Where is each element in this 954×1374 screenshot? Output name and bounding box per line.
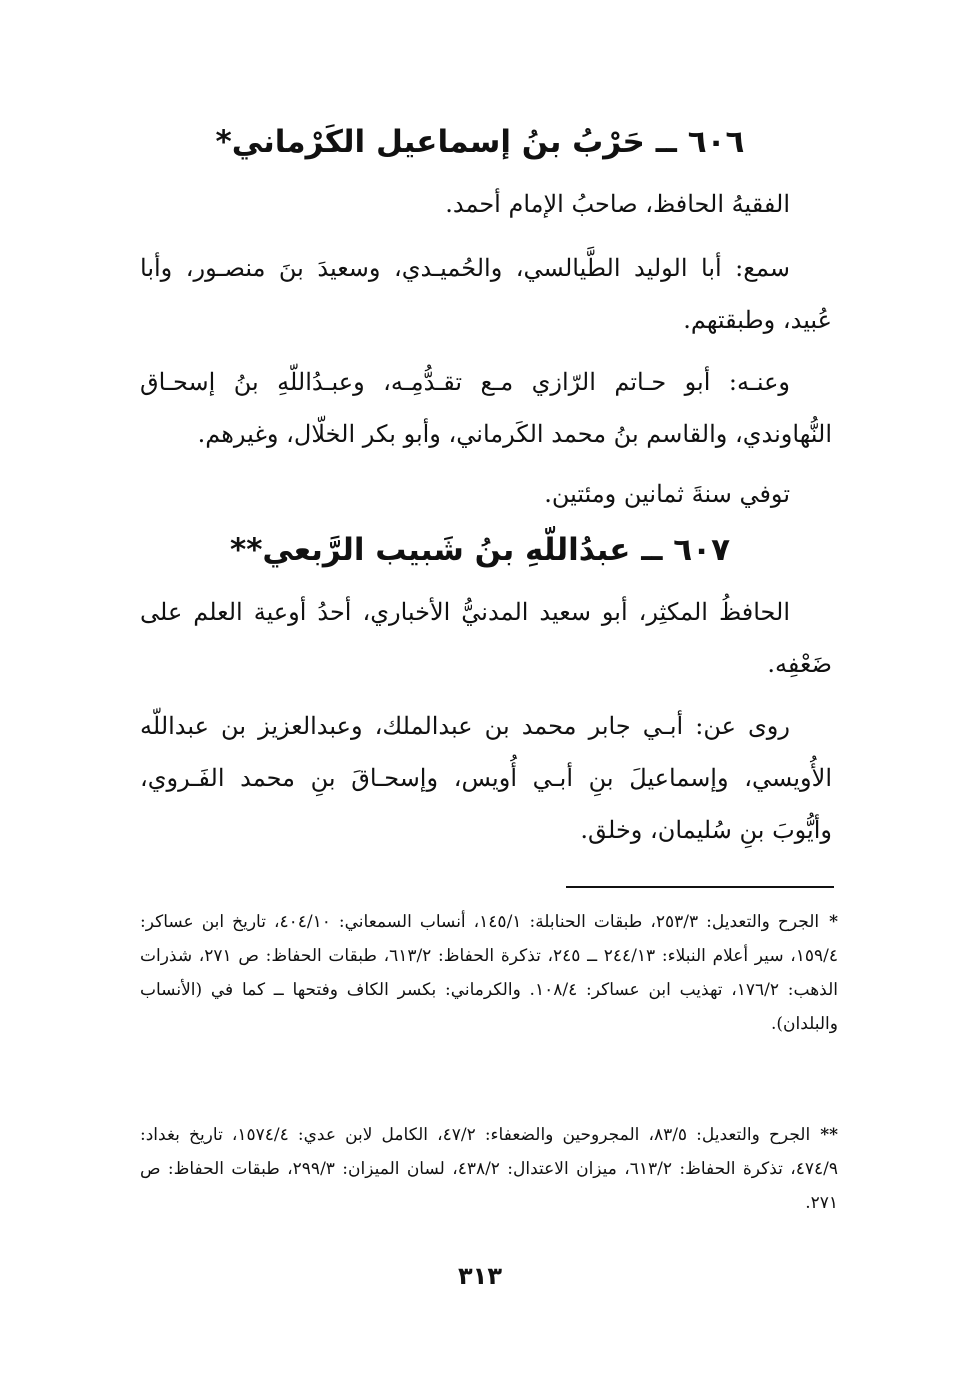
page-number: ٣١٣ (458, 1262, 502, 1290)
footnote-2 (140, 1118, 838, 1220)
footnote-1-text: الجرح والتعديل: ٢٥٣/٣، طبقات الحنابلة: ١٤٥/١، أنساب السمعاني: ٤٠٤/١٠، تاريخ ابن عساكر: ١٥٩/٤، سير أعلام النبلاء: ٢٤٤/١٣ ــ ٢٤٥، تذكرة الحفاظ: ٦١٣/٢، طبقات الحفاظ: ص ٢٧١، شذرات الذهب: ١٧٦/٢، تهذيب ابن عساكر: ١٠٨/٤. والكرماني: بكسر الكاف وفتحها ــ كما في (الأنساب والبلدان). (140, 912, 839, 1034)
footnote-2-marker: ** (820, 1125, 838, 1145)
entry-606-description: الفقيهُ الحافظ، صاحبُ الإمام أحمد. (445, 190, 790, 218)
entry-607-description: الحافظُ المكثِر، أبو سعيد المدنيُّ الأخباري، أحدُ أوعية العلم على ضَعْفِه. (140, 598, 832, 678)
entry-607-heading: ٦٠٧ ــ عبدُاللّهِ بنُ شَبيب الرَّبعي** (230, 532, 730, 568)
footnote-1-marker: * (829, 912, 838, 932)
entry-606-teachers: سمع: أبا الوليد الطَّيالسي، والحُميـدي، وسعيدَ بنَ منصـور، وأبا عُبيد، وطبقتهم. (140, 254, 832, 334)
entry-606-students: وعنـه: أبو حـاتم الرّازي مـع تقـدُّمِـه، وعبـدُاللّهِ بنُ إسحـاق النُّهاوندي، والقاسم بنُ محمد الكَرماني، وأبو بكر الخلّال، وغيرهم. (140, 368, 832, 448)
entry-606-heading: ٦٠٦ ــ حَرْبُ بنُ إسماعيل الكَرْماني* (215, 124, 745, 160)
footnote-1 (140, 905, 838, 1041)
entry-607-narrations: روى عن: أبـي جابر محمد بن عبدالملك، وعبدالعزيز بن عبداللّه الأُويسي، وإسماعيلَ بنِ أبـي أُويس، وإسحـاقَ بنِ محمد الفَـروي، وأيُّوبَ بنِ سُليمان، وخلق. (140, 712, 832, 844)
footnote-separator (566, 886, 834, 888)
entry-606-death: توفي سنةَ ثمانين ومئتين. (544, 480, 790, 508)
footnote-2-text: الجرح والتعديل: ٨٣/٥، المجروحين والضعفاء: ٤٧/٢، الكامل لابن عدي: ١٥٧٤/٤، تاريخ بغداد: ٤٧٤/٩، تذكرة الحفاظ: ٦١٣/٢، ميزان الاعتدال: ٤٣٨/٢، لسان الميزان: ٢٩٩/٣، طبقات الحفاظ: ص ٢٧١. (140, 1125, 838, 1213)
